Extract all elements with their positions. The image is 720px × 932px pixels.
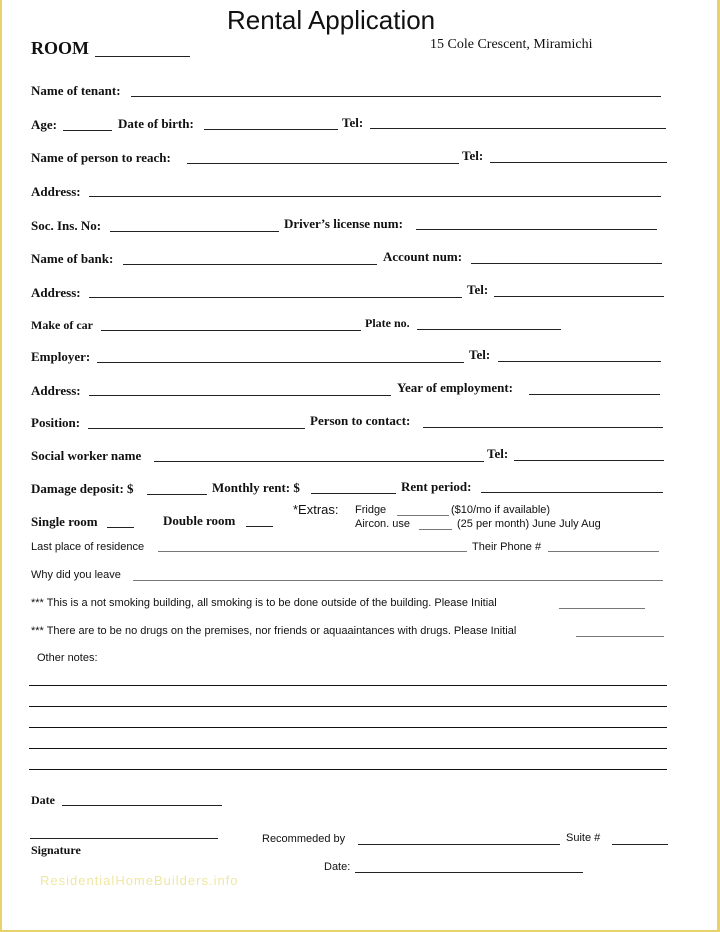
employer-label: Employer: (31, 349, 91, 364)
page-frame-left (0, 0, 2, 932)
tel-label-2: Tel: (462, 148, 484, 163)
year-of-employment-field[interactable] (529, 394, 660, 395)
their-phone-label: Their Phone # (472, 541, 542, 553)
no-smoking-initial-field[interactable] (559, 608, 645, 609)
monthly-rent-field[interactable] (311, 493, 396, 494)
name-of-tenant-label: Name of tenant: (31, 83, 121, 98)
fridge-label: Fridge (355, 504, 387, 516)
signature-field[interactable] (30, 838, 218, 839)
rent-period-label: Rent period: (401, 479, 472, 494)
notes-line-5[interactable] (29, 769, 667, 770)
tel-label-4: Tel: (469, 347, 491, 362)
signature-label: Signature (31, 843, 81, 857)
rent-period-field[interactable] (481, 492, 663, 493)
last-residence-field[interactable] (158, 551, 467, 552)
name-of-tenant-field[interactable] (131, 96, 661, 97)
date-of-birth-field[interactable] (204, 129, 338, 130)
year-of-employment-label: Year of employment: (397, 380, 514, 395)
single-room-field[interactable] (107, 527, 134, 528)
damage-deposit-field[interactable] (147, 494, 207, 495)
why-leave-field[interactable] (133, 580, 663, 581)
monthly-rent-label: Monthly rent: $ (212, 480, 300, 495)
tel-field-3[interactable] (494, 296, 664, 297)
room-label: ROOM (31, 38, 89, 58)
address-label-1: Address: (31, 184, 81, 199)
age-label: Age: (31, 117, 57, 132)
date2-field[interactable] (355, 872, 583, 873)
fridge-field[interactable] (397, 515, 449, 516)
double-room-field[interactable] (246, 526, 273, 527)
other-notes-label: Other notes: (37, 652, 98, 664)
tel-field-1[interactable] (370, 128, 666, 129)
person-to-contact-field[interactable] (423, 427, 663, 428)
tel-field-5[interactable] (514, 460, 664, 461)
age-field[interactable] (63, 130, 112, 131)
fridge-note: ($10/mo if available) (451, 504, 551, 516)
position-label: Position: (31, 415, 81, 430)
drivers-license-label: Driver’s license num: (284, 216, 403, 231)
room-field[interactable] (95, 56, 190, 57)
notes-line-3[interactable] (29, 727, 667, 728)
watermark: ResidentialHomeBuilders.info (40, 873, 239, 888)
page-title: Rental Application (227, 5, 436, 35)
recommended-by-label: Recommeded by (262, 833, 346, 845)
tel-label-5: Tel: (487, 446, 509, 461)
address-field-3[interactable] (89, 395, 391, 396)
aircon-field[interactable] (419, 529, 452, 530)
soc-ins-no-label: Soc. Ins. No: (31, 218, 102, 233)
account-num-field[interactable] (471, 263, 662, 264)
recommended-by-field[interactable] (358, 844, 560, 845)
tel-field-2[interactable] (490, 162, 667, 163)
drivers-license-field[interactable] (416, 229, 657, 230)
date-of-birth-label: Date of birth: (118, 116, 194, 131)
suite-label: Suite # (566, 832, 601, 844)
no-drugs-initial-field[interactable] (576, 636, 664, 637)
tel-field-4[interactable] (498, 361, 661, 362)
extras-label: *Extras: (293, 502, 339, 517)
person-to-reach-field[interactable] (187, 163, 459, 164)
social-worker-name-label: Social worker name (31, 448, 142, 463)
name-of-bank-label: Name of bank: (31, 251, 114, 266)
name-of-bank-field[interactable] (123, 264, 377, 265)
tel-label-3: Tel: (467, 282, 489, 297)
notes-line-2[interactable] (29, 706, 667, 707)
property-address: 15 Cole Crescent, Miramichi (430, 37, 593, 52)
damage-deposit-label: Damage deposit: $ (31, 481, 134, 496)
address-field-1[interactable] (89, 196, 661, 197)
notes-line-1[interactable] (29, 685, 667, 686)
plate-no-field[interactable] (417, 329, 561, 330)
address-label-2: Address: (31, 285, 81, 300)
make-of-car-label: Make of car (31, 318, 93, 332)
suite-field[interactable] (612, 844, 668, 845)
no-smoking-notice: *** This is a not smoking building, all smoking is to be done outside of the building. Please Initial (31, 597, 497, 609)
social-worker-name-field[interactable] (154, 461, 484, 462)
date-field[interactable] (62, 805, 222, 806)
date2-label: Date: (324, 861, 351, 873)
aircon-label: Aircon. use (355, 518, 411, 530)
make-of-car-field[interactable] (101, 330, 361, 331)
address-label-3: Address: (31, 383, 81, 398)
address-field-2[interactable] (89, 297, 462, 298)
tel-label-1: Tel: (342, 115, 364, 130)
aircon-note: (25 per month) June July Aug (457, 518, 601, 530)
soc-ins-no-field[interactable] (110, 231, 279, 232)
position-field[interactable] (88, 428, 305, 429)
date-label: Date (31, 793, 55, 807)
why-leave-label: Why did you leave (31, 569, 121, 581)
person-to-reach-label: Name of person to reach: (31, 150, 171, 165)
plate-no-label: Plate no. (365, 316, 410, 330)
last-residence-label: Last place of residence (31, 541, 145, 553)
account-num-label: Account num: (383, 249, 463, 264)
employer-field[interactable] (97, 362, 464, 363)
no-drugs-notice: *** There are to be no drugs on the premises, nor friends or aquaaintances with drugs. Please Initial (31, 625, 517, 637)
person-to-contact-label: Person to contact: (310, 413, 411, 428)
notes-line-4[interactable] (29, 748, 667, 749)
their-phone-field[interactable] (548, 551, 659, 552)
double-room-label: Double room (163, 513, 236, 528)
single-room-label: Single room (31, 514, 98, 529)
